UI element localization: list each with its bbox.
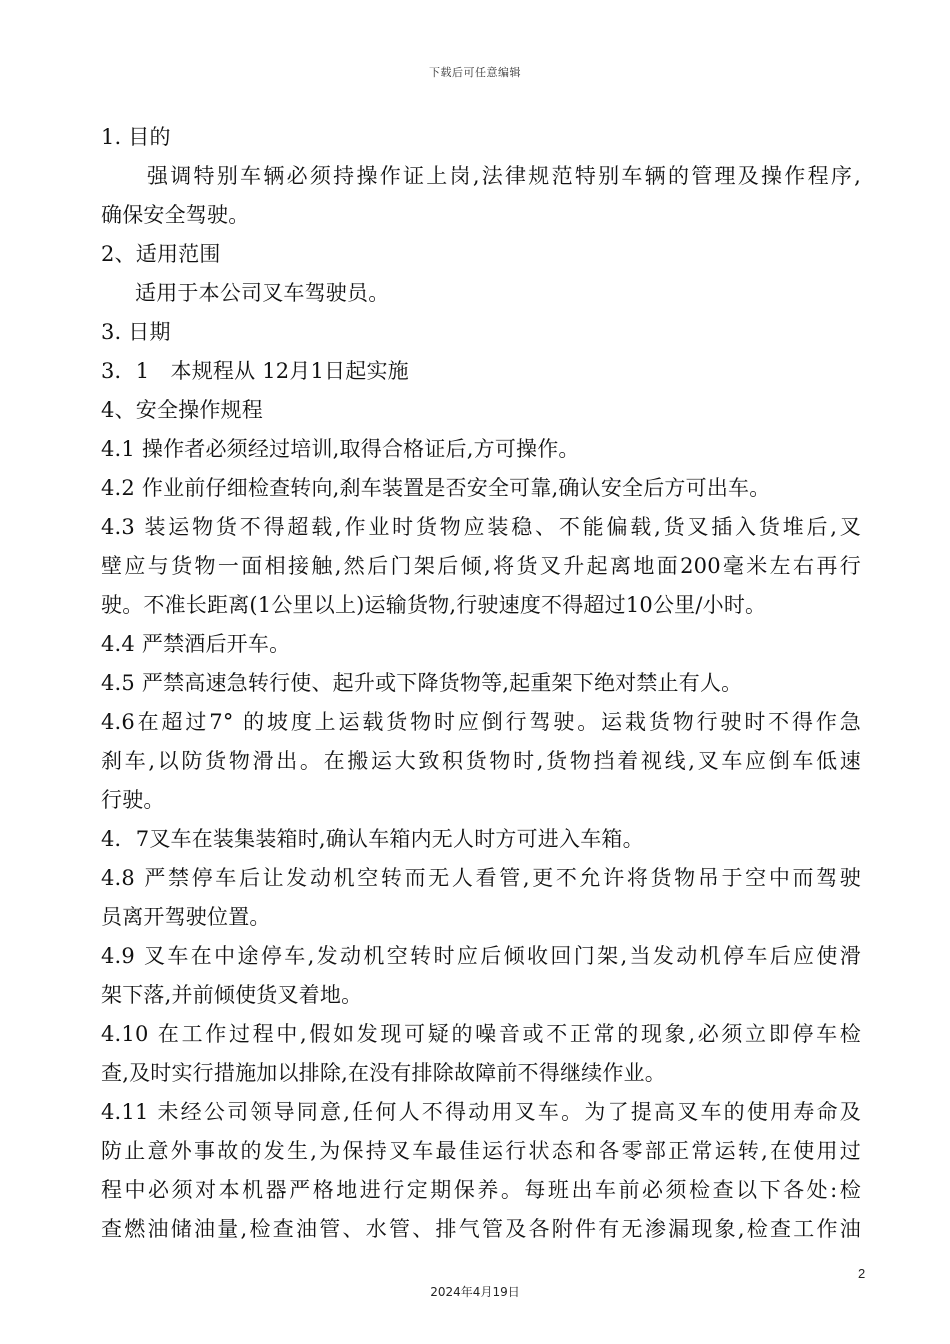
- section-heading-safety-rules: 4、安全操作规程: [101, 398, 263, 422]
- rule-item: 4.3 装运物货不得超载,作业时货物应装稳、不能偏载,货叉插入货堆后,叉: [101, 515, 861, 539]
- rule-item-continued: 刹车,以防货物滑出。在搬运大致积货物时,货物挡着视线,叉车应倒车低速: [101, 749, 861, 773]
- paragraph-line: 强调特别车辆必须持操作证上岗,法律规范特别车辆的管理及操作程序,: [147, 164, 861, 188]
- rule-item: 4．7叉车在装集装箱时,确认车箱内无人时方可进入车箱。: [101, 827, 644, 851]
- rule-item-continued: 查燃油储油量,检查油管、水管、排气管及各附件有无渗漏现象,检查工作油: [101, 1217, 861, 1241]
- rule-item-continued: 架下落,并前倾使货叉着地。: [101, 983, 363, 1007]
- rule-item: 4.10 在工作过程中,假如发现可疑的噪音或不正常的现象,必须立即停车检: [101, 1022, 861, 1046]
- paragraph-line: 3．1 本规程从 12月1日起实施: [101, 359, 409, 383]
- paragraph-line: 确保安全驾驶。: [101, 203, 250, 227]
- rule-item-continued: 查,及时实行措施加以排除,在没有排除故障前不得继续作业。: [101, 1061, 666, 1085]
- paragraph-line: 适用于本公司叉车驾驶员。: [135, 281, 390, 305]
- rule-item: 4.9 叉车在中途停车,发动机空转时应后倾收回门架,当发动机停车后应使滑: [101, 944, 861, 968]
- rule-item: 4.1 操作者必须经过培训,取得合格证后,方可操作。: [101, 437, 580, 461]
- page-header: 下载后可任意编辑: [429, 66, 521, 79]
- rule-item-continued: 壁应与货物一面相接触,然后门架后倾,将货叉升起离地面200毫米左右再行: [101, 554, 861, 578]
- rule-item-continued: 行驶。: [101, 788, 165, 812]
- section-heading-date: 3. 日期: [101, 320, 171, 344]
- rule-item: 4.8 严禁停车后让发动机空转而无人看管,更不允许将货物吊于空中而驾驶: [101, 866, 861, 890]
- document-body: [101, 118, 861, 1249]
- page-number: 2: [858, 1266, 866, 1281]
- rule-item: 4.4 严禁酒后开车。: [101, 632, 291, 656]
- page-footer-date: 2024年4月19日: [430, 1285, 520, 1299]
- rule-item: 4.5 严禁高速急转行使、起升或下降货物等,起重架下绝对禁止有人。: [101, 671, 743, 695]
- section-heading-purpose: 1. 目的: [101, 125, 171, 149]
- rule-item: 4.2 作业前仔细检查转向,刹车装置是否安全可靠,确认安全后方可出车。: [101, 476, 771, 500]
- rule-item-continued: 驶。不准长距离(1公里以上)运输货物,行驶速度不得超过10公里/小时。: [101, 593, 767, 617]
- rule-item-continued: 程中必须对本机器严格地进行定期保养。每班出车前必须检查以下各处:检: [101, 1178, 861, 1202]
- section-heading-scope: 2、适用范围: [101, 242, 221, 266]
- rule-item: 4.11 未经公司领导同意,任何人不得动用叉车。为了提高叉车的使用寿命及: [101, 1100, 861, 1124]
- rule-item-continued: 防止意外事故的发生,为保持叉车最佳运行状态和各零部正常运转,在使用过: [101, 1139, 861, 1163]
- rule-item: 4.6在超过7° 的坡度上运载货物时应倒行驾驶。运栽货物行驶时不得作急: [101, 710, 861, 734]
- rule-item-continued: 员离开驾驶位置。: [101, 905, 271, 929]
